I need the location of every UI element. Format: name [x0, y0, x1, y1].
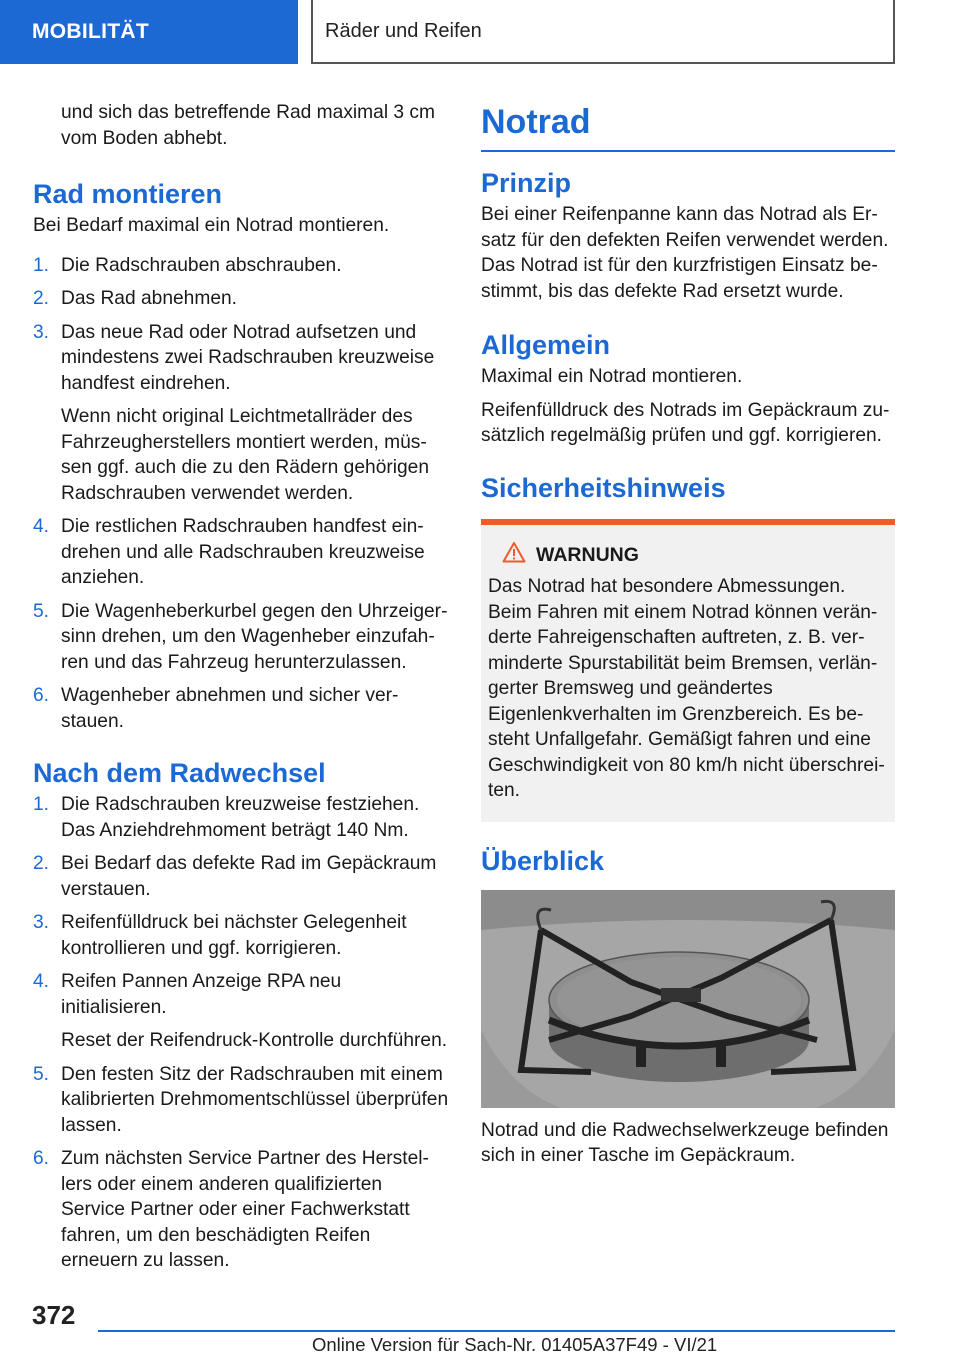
step-note: Reset der Reifendruck-Kontrolle durchführen. [61, 1030, 448, 1051]
list-item: 5. Den festen Sitz der Radschrauben mit einem kalibrierten Drehmomentschlüssel überprüfen lassen. [33, 1063, 449, 1136]
heading-rad-montieren: Rad montieren [33, 179, 223, 209]
section-label: MOBILITÄT [32, 20, 150, 43]
heading-allgemein: Allgemein [481, 330, 611, 360]
list-item: 6. Zum nächsten Service Partner des Herstellers oder einem anderen qualifizierten Service Partner oder einer Fachwerkstatt fahren, um den beschädigten Reifen erneuern zu lassen. [33, 1148, 429, 1271]
page-title: Notrad [481, 103, 591, 141]
heading-sicherheitshinweis: Sicherheitshinweis [481, 472, 726, 503]
warning-header [488, 541, 885, 571]
list-item: 2. Bei Bedarf das defekte Rad im Gepäckraum verstauen. [33, 853, 437, 900]
list-item: 6. Wagenheber abnehmen und sicher verstauen. [33, 685, 399, 732]
list-item: 4. Die restlichen Radschrauben handfest eindrehen und alle Radschrauben kreuzweise anziehen. [33, 516, 425, 588]
allgemein-text-2: Reifenfülldruck des Notrads im Gepäckraum zusätzlich regelmäßig prüfen und ggf. korrigieren. [481, 399, 890, 446]
heading-ueberblick: Überblick [481, 845, 605, 876]
spare-wheel-image [481, 890, 895, 1108]
heading-nach-dem-radwechsel: Nach dem Radwechsel [33, 758, 326, 788]
section-tab [0, 0, 298, 64]
heading-prinzip: Prinzip [481, 168, 572, 198]
prinzip-text: Bei einer Reifenpanne kann das Notrad als Ersatz für den defekten Reifen verwendet werden. Das Notrad ist für den kurzfristigen Einsatz bestimmt, bis das defekte Rad ersetzt wurde. [481, 204, 889, 302]
intro-text: und sich das betreffende Rad maximal 3 cm vom Boden abhebt. [61, 102, 435, 149]
warning-label: WARNUNG [536, 543, 639, 566]
list-item: 1. Die Radschrauben abschrauben. [33, 254, 342, 276]
title-rule [481, 150, 895, 152]
list-item: 5. Die Wagenheberkurbel gegen den Uhrzeigersinn drehen, um den Wagenheber einzufahren und das Fahrzeug herunterzulassen. [33, 600, 448, 673]
right-column [481, 100, 895, 1177]
list-item: 3. Reifenfülldruck bei nächster Gelegenheit kontrollieren und ggf. korrigieren. [33, 912, 407, 959]
rad-montieren-steps [33, 253, 449, 735]
footer-text: Online Version für Sach-Nr. 01405A37F49 - VI/21 [312, 1334, 718, 1355]
chapter-tab [311, 0, 895, 64]
rad-montieren-lead: Bei Bedarf maximal ein Notrad montieren. [33, 215, 390, 236]
allgemein-text-1: Maximal ein Notrad montieren. [481, 366, 743, 387]
warning-text: Das Notrad hat besondere Abmessungen. Beim Fahren mit einem Notrad können veränderte Fahreigenschaften auftreten, z. B. verminderte Spurstabilität beim Bremsen, verlängerter Bremsweg und geändertes Eigenlenkverhalten im Grenzbereich. Es besteht Unfallgefahr. Gemäßigt fahren und eine Geschwindigkeit von 80 km/h nicht überschreiten. [488, 576, 885, 801]
list-item: 3. Das neue Rad oder Notrad aufsetzen und mindestens zwei Radschrauben kreuzweise handfest eindrehen. Wenn nicht original Leichtmetallräder des Fahrzeugherstellers montiert werden, müssen ggf. auch die zu den Rädern gehörigen Radschrauben verwendet werden. [33, 320, 449, 507]
list-item: 2. Das Rad abnehmen. [33, 288, 237, 309]
spare-wheel-illustration [481, 890, 895, 1108]
page-number: 372 [32, 1300, 76, 1330]
nach-dem-radwechsel-steps [33, 792, 449, 1274]
list-item: 1. Die Radschrauben kreuzweise festziehen. Das Anziehdrehmoment beträgt 140 Nm. [33, 794, 420, 841]
left-column [33, 100, 449, 1282]
footer-rule [98, 1330, 895, 1332]
warning-box [481, 525, 895, 822]
list-item: 4. Reifen Pannen Anzeige RPA neu initialisieren. Reset der Reifendruck-Kontrolle durchführen. [33, 969, 449, 1054]
figure-caption: Notrad und die Radwechselwerkzeuge befinden sich in einer Tasche im Gepäckraum. [481, 1119, 889, 1166]
warning-triangle-icon [502, 541, 526, 571]
chapter-label: Räder und Reifen [325, 19, 482, 42]
step-note: Wenn nicht original Leichtmetallräder des Fahrzeugherstellers montiert werden, müssen ggf. auch die zu den Rädern gehörigen Radschrauben verwendet werden. [61, 406, 430, 504]
